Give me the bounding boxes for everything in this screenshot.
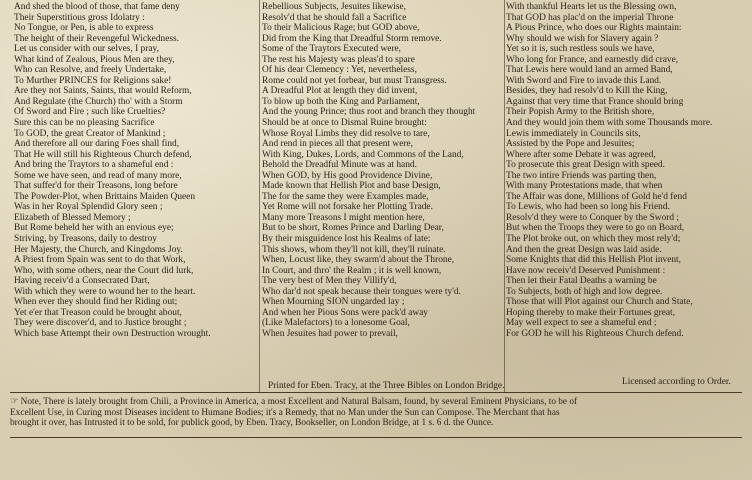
verse-line: Hoping thereby to make their Fortunes great, bbox=[506, 307, 675, 318]
verse-line: For GOD he will his Righteous Church defend. bbox=[506, 328, 684, 339]
verse-line: Elizabeth of Blessed Memory ; bbox=[14, 212, 131, 223]
verse-line: And they would join them with some Thousands more. bbox=[506, 118, 713, 129]
verse-line: When Jesuites had power to prevail, bbox=[262, 328, 398, 339]
verse-line: But when the Troops they were to go on Board, bbox=[506, 223, 685, 234]
verse-line: Who long for France, and earnestly did crave, bbox=[506, 54, 679, 65]
verse-line: Those that will Plot against our Church and State, bbox=[506, 297, 693, 308]
verse-line: The two intire Friends was parting then, bbox=[506, 170, 657, 181]
verse-line: By their misguidence lost his Realms of late: bbox=[262, 234, 431, 245]
verse-line: But Rome beheld her with an envious eye; bbox=[14, 223, 174, 234]
verse-line: And shed the blood of those, that fame deny bbox=[14, 2, 180, 12]
verse-line: To GOD, the great Creator of Mankind ; bbox=[14, 128, 166, 139]
licence-line: Licensed according to Order. bbox=[622, 377, 731, 387]
balsam-advertisement bbox=[10, 392, 742, 438]
verse-line: Was in her Royal Splendid Glory seen ; bbox=[14, 202, 163, 213]
verse-line: With many Protestations made, that when bbox=[506, 181, 663, 192]
verse-line: To prosecute this great Design with speed. bbox=[506, 160, 665, 171]
verse-line: Did from the King that Dreadful Storm remove. bbox=[262, 33, 442, 44]
verse-line: The height of their Revengeful Wickedness. bbox=[14, 33, 180, 44]
verse-line: Yet Rome will not forsake her Plotting Trade. bbox=[262, 202, 433, 213]
verse-line: Some we have seen, and read of many more, bbox=[14, 170, 182, 181]
verse-line: Whose Royal Limbs they did resolve to tare, bbox=[262, 128, 430, 139]
verse-line: Should be at once to Dismal Ruine brought: bbox=[262, 118, 427, 129]
verse-line: Assisted by the Pope and Jesuites; bbox=[506, 139, 635, 150]
verse-line: When GOD, by His good Providence Divine, bbox=[262, 170, 433, 181]
verse-column-2 bbox=[262, 2, 506, 340]
verse-line: Having receiv'd a Consecrated Dart, bbox=[14, 276, 150, 287]
verse-line: No Tongue, or Pen, is able to express bbox=[14, 23, 154, 34]
verse-column-3 bbox=[506, 2, 744, 340]
verse-line: Why should we wish for Slavery again ? bbox=[506, 33, 659, 44]
verse-line: Have now receiv'd Deserved Punishment : bbox=[506, 265, 666, 276]
verse-line: The Affair was done, Millions of Gold he'd fend bbox=[506, 191, 687, 202]
verse-line: Yet so it is, such restless souls we have, bbox=[506, 44, 655, 55]
verse-line: To blow up both the King and Parliament, bbox=[262, 96, 420, 107]
verse-line: Her Majesty, the Church, and Kingdoms Joy. bbox=[14, 244, 183, 255]
verse-line: What kind of Zealous, Pious Men are they, bbox=[14, 54, 175, 65]
verse-line: Their Popish Army to the British shore, bbox=[506, 107, 655, 118]
verse-line: Yet e'er that Treason could be brought about, bbox=[14, 307, 182, 318]
verse-line: Sure this can be no pleasing Sacrifice bbox=[14, 118, 155, 129]
column-rule-2 bbox=[504, 0, 505, 392]
verse-line: Then let their Fatal Deaths a warning be bbox=[506, 276, 657, 287]
verse-line: Made known that Hellish Plot and base Design, bbox=[262, 181, 441, 192]
verse-line: The rest his Majesty was pleas'd to spare bbox=[262, 54, 415, 65]
verse-line: That suffer'd for their Treasons, long before bbox=[14, 181, 178, 192]
verse-line: (Like Malefactors) to a lonesome Goal, bbox=[262, 318, 410, 329]
verse-line: And bring the Traytors to a shameful end : bbox=[14, 160, 174, 171]
verse-line: And the young Prince; thus root and branch they thought bbox=[262, 107, 476, 118]
verse-line: And rend in pieces all that present were, bbox=[262, 139, 413, 150]
verse-line: Who can Resolve, and freely Undertake, bbox=[14, 65, 167, 76]
verse-line: But to be short, Romes Prince and Darling Dear, bbox=[262, 223, 444, 234]
verse-line: Of his dear Clemency : Yet, nevertheless, bbox=[262, 65, 417, 76]
verse-line: Who, with some others, near the Court did lurk, bbox=[14, 265, 194, 276]
verse-column-1 bbox=[14, 2, 260, 340]
verse-line: When ever they should find her Riding out; bbox=[14, 297, 178, 308]
verse-line: Their Superstitious gross Idolatry : bbox=[14, 12, 145, 23]
verse-line: To Murther PRINCES for Religions sake! bbox=[14, 75, 172, 86]
verse-line: A Dreadful Plot at length they did invent, bbox=[262, 86, 418, 97]
verse-line: Resolv'd they were to Conquer by the Sword ; bbox=[506, 212, 680, 223]
verse-line: That He will still his Righteous Church defend, bbox=[14, 149, 192, 160]
verse-line: Rebellious Subjects, Jesuites likewise, bbox=[262, 2, 406, 12]
verse-line: With Sword and Fire to invade this Land. bbox=[506, 75, 662, 86]
verse-line: To Lewis, who had been so long his Friend. bbox=[506, 202, 670, 213]
verse-line: And then the great Design was laid aside. bbox=[506, 244, 662, 255]
verse-line: The Powder-Plot, when Brittains Maiden Queen bbox=[14, 191, 196, 202]
verse-line: To their Malicious Rage; but GOD above, bbox=[262, 23, 420, 34]
verse-line: With King, Dukes, Lords, and Commons of the Land, bbox=[262, 149, 464, 160]
verse-line: The for the same they were Examples made, bbox=[262, 191, 429, 202]
verse-line: That Lewis here would land an armed Band, bbox=[506, 65, 673, 76]
verse-line: Of Sword and Fire ; such like Cruelties? bbox=[14, 107, 166, 118]
verse-line: Against that very time that France should bring bbox=[506, 96, 684, 107]
verse-line: They were discover'd, and to Justice brought ; bbox=[14, 318, 187, 329]
verse-line: This shows, whom they'll not kill, they'll ruinate. bbox=[262, 244, 446, 255]
verse-line: Who dar'd not speak because their tongues were ty'd. bbox=[262, 286, 461, 297]
verse-line: To Subjects, both of high and low degree. bbox=[506, 286, 663, 297]
note-line-3: brought it over, has Intrusted it to be sold, for publick good, by Eben. Tracy, Bookseller, on London Bridge, at 1 s. 6 d. the Ounce. bbox=[10, 418, 494, 429]
verse-line: And Regulate (the Church) tho' with a Storm bbox=[14, 96, 183, 107]
verse-line: May well expect to see a shameful end ; bbox=[506, 318, 657, 329]
verse-line: Are they not Saints, Saints, that would Reform, bbox=[14, 86, 192, 97]
verse-line: With which they were to wound her to the heart. bbox=[14, 286, 196, 297]
verse-line: The very best of Men they Villify'd, bbox=[262, 276, 397, 287]
verse-line: Some of the Traytors Executed were, bbox=[262, 44, 402, 55]
verse-line: In Court, and thro' the Realm ; it is well known, bbox=[262, 265, 442, 276]
verse-line: The Plot broke out, on which they most rely'd; bbox=[506, 234, 681, 245]
verse-line: Behold the Dreadful Minute was at hand. bbox=[262, 160, 417, 171]
verse-line: With thankful Hearts let us the Blessing own, bbox=[506, 2, 677, 12]
verse-line: Which base Attempt their own Destruction wrought. bbox=[14, 328, 211, 339]
verse-line: Many more Treasons I might mention here, bbox=[262, 212, 425, 223]
verse-line: Lewis immediately in Councils sits, bbox=[506, 128, 641, 139]
verse-line: Let us consider with our selves, I pray, bbox=[14, 44, 159, 55]
verse-line: Resolv'd that he should fall a Sacrifice bbox=[262, 12, 407, 23]
verse-line: Besides, they had resolv'd to Kill the King, bbox=[506, 86, 668, 97]
note-line-2: Excellent Use, in Curing most Diseases incident to Humane Bodies; it's a Remedy, that no Man under the Sun can Compose. The Merchant that has bbox=[10, 407, 560, 418]
verse-line: When Mourning SION ungarded lay ; bbox=[262, 297, 405, 308]
column-rule-1 bbox=[259, 0, 260, 392]
verse-line: Where after some Debate it was agreed, bbox=[506, 149, 656, 160]
verse-line: Some Knights that did this Hellish Plot invent, bbox=[506, 255, 682, 266]
verse-line: And when her Pious Sons were pack'd away bbox=[262, 307, 428, 318]
note-line-1: ☞ Note, There is lately brought from Chili, a Province in America, a most Excellent and Natural Balsam, found, by several Eminent Physicians, to be of bbox=[10, 397, 578, 407]
verse-line: Rome could not yet forbear, but must Transgress. bbox=[262, 75, 447, 86]
verse-columns bbox=[6, 0, 748, 396]
verse-line: And therefore all our daring Foes shall find, bbox=[14, 139, 180, 150]
verse-line: Striving, by Treasons, daily to destroy bbox=[14, 234, 157, 245]
verse-line: That GOD has plac'd on the imperial Throne bbox=[506, 12, 674, 23]
imprint-line: Printed for Eben. Tracy, at the Three Bibles on London Bridge. bbox=[268, 381, 505, 391]
verse-line: A Priest from Spain was sent to do that Work, bbox=[14, 255, 186, 266]
verse-line: A Pious Prince, who does our Rights maintain: bbox=[506, 23, 682, 34]
verse-line: When, Locust like, they swarm'd about the Throne, bbox=[262, 255, 455, 266]
